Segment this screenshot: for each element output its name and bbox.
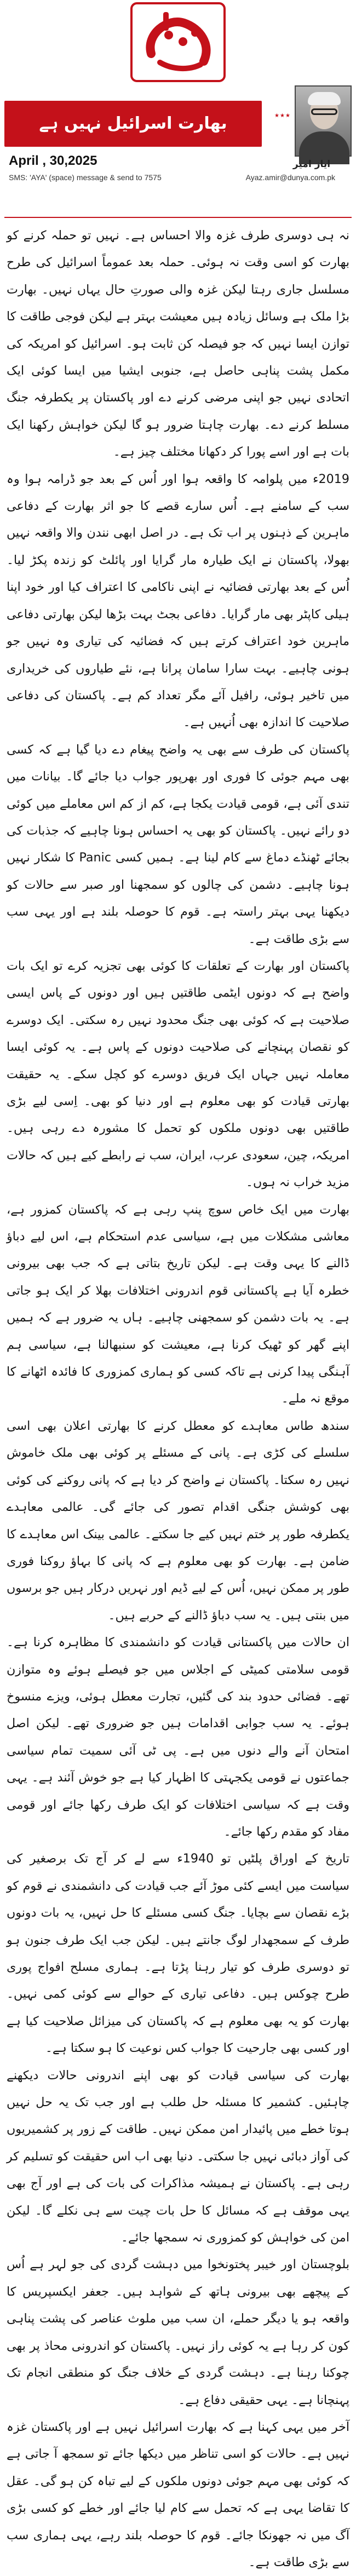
article-paragraph: 2019ء میں پلوامہ کا واقعہ ہوا اور اُس کے بعد جو ڈرامہ ہوا وہ سب کے سامنے ہے۔ اُس سارے قصے کا جو اثر بھارت کے دفاعی ماہرین کے ذہنوں پر اب تک ہے۔ در اصل ابھی نندن والا واقعہ نہیں بھولا، پاکستان نے ایک طیارہ مار گرایا اور پائلٹ کو زندہ پکڑ لیا۔ اُس کے بعد بھارتی فضائیہ نے اپنی ناکامی کا اعتراف کیا اور خود اپنا ہیلی کاپٹر بھی مار گرایا۔ دفاعی بجٹ بہت بڑھا لیکن بھارتی دفاعی ماہرین خود اعتراف کرتے ہیں کہ فضائیہ کی تیاری وہ نہیں جو ہونی چاہیے۔ بہت سارا سامان پرانا ہے، نئے طیاروں کی خریداری میں تاخیر ہوئی، رافیل آئے مگر تعداد کم ہے۔ پاکستان کی دفاعی صلاحیت کا اندازہ بھی اُنہیں ہے۔ xyxy=(7,472,349,730)
author-photo xyxy=(295,85,352,157)
article-paragraph: آخر میں یہی کہنا ہے کہ بھارت اسرائیل نہیں ہے اور پاکستان غزہ نہیں ہے۔ حالات کو اسی تناظر میں دیکھا جائے تو سمجھ آ جاتی ہے کہ کوئی بھی مہم جوئی دونوں ملکوں کے لیے تباہ کن ہو گی۔ عقل کا تقاضا یہی ہے کہ تحمل سے کام لیا جائے اور خطے کو کسی بڑی آگ میں نہ جھونکا جائے۔ قوم کا حوصلہ بلند رہے، یہی ہماری سب سے بڑی طاقت ہے۔ xyxy=(7,2419,349,2569)
column-header xyxy=(4,85,352,217)
rating-stars-icon: ★★★ xyxy=(274,113,291,119)
article-paragraph: پاکستان اور بھارت کے تعلقات کا کوئی بھی تجزیہ کرے تو ایک بات واضح ہے کہ دونوں ایٹمی طاقتیں ہیں اور دونوں کے پاس ایسی صلاحیت ہے کہ کوئی بھی جنگ محدود نہیں رہ سکتی۔ ایک دوسرے کو نقصان پہنچانے کی صلاحیت دونوں کے پاس ہے۔ یہ کوئی ایسا معاملہ نہیں جہاں ایک فریق دوسرے کو کچل سکے۔ یہ حقیقت بھارتی قیادت کو بھی معلوم ہے اور دنیا کو بھی۔ اِسی لیے بڑی طاقتیں بھی دونوں ملکوں کو تحمل کا مشورہ دے رہی ہیں۔ امریکہ، چین، سعودی عرب، ایران، سب نے رابطے کیے ہیں کہ حالات مزید خراب نہ ہوں۔ xyxy=(7,958,349,1190)
header-divider xyxy=(4,217,352,218)
article-paragraph: سندھ طاس معاہدے کو معطل کرنے کا بھارتی اعلان بھی اسی سلسلے کی کڑی ہے۔ پانی کے مسئلے پر کوئی بھی ملک خاموش نہیں رہ سکتا۔ پاکستان نے واضح کر دیا ہے کہ پانی روکنے کی کوئی بھی کوشش جنگی اقدام تصور کی جائے گی۔ عالمی معاہدے یکطرفہ طور پر ختم نہیں کیے جا سکتے۔ عالمی بینک اس معاہدے کا ضامن ہے۔ بھارت کو بھی معلوم ہے کہ پانی کا بہاؤ روکنا فوری طور پر ممکن نہیں، اُس کے لیے ڈیم اور نہریں درکار ہیں جو برسوں میں بنتی ہیں۔ یہ سب دباؤ ڈالنے کے حربے ہیں۔ xyxy=(7,1418,349,1623)
newspaper-logo xyxy=(129,1,227,83)
author-email: Ayaz.amir@dunya.com.pk xyxy=(245,173,335,182)
article-body xyxy=(7,222,350,2569)
article-paragraph: بھارت میں ایک خاص سوچ پنپ رہی ہے کہ پاکستان کمزور ہے، معاشی مشکلات میں ہے، سیاسی عدم استحکام ہے، اس لیے دباؤ ڈالنے کا یہی وقت ہے۔ لیکن تاریخ بتاتی ہے کہ جب بھی بیرونی خطرہ آیا ہے پاکستانی قوم اندرونی اختلافات بھلا کر ایک ہو جاتی ہے۔ یہ بات دشمن کو سمجھنی چاہیے۔ ہاں یہ ضرور ہے کہ ہمیں اپنے گھر کو ٹھیک کرنا ہے، معیشت کو سنبھالنا ہے، سیاسی ہم آہنگی پیدا کرنی ہے تاکہ کسی کو ہماری کمزوری کا فائدہ اٹھانے کا موقع نہ ملے۔ xyxy=(7,1202,349,1406)
photo-glasses-shape xyxy=(311,108,337,115)
photo-hair-shape xyxy=(308,92,341,105)
article-paragraph: بلوچستان اور خیبر پختونخوا میں دہشت گردی کی جو لہر ہے اُس کے پیچھے بھی بیرونی ہاتھ کے شواہد ہیں۔ جعفر ایکسپریس کا واقعہ ہو یا دیگر حملے، ان سب میں ملوث عناصر کی پشت پناہی کون کر رہا ہے یہ کوئی راز نہیں۔ پاکستان کو اندرونی محاذ پر بھی چوکنا رہنا ہے۔ دہشت گردی کے خلاف جنگ کو منطقی انجام تک پہنچانا ہے۔ یہی حقیقی دفاع ہے۔ xyxy=(7,2257,349,2407)
article-paragraph: پاکستان کی طرف سے بھی یہ واضح پیغام دے دیا گیا ہے کہ کسی بھی مہم جوئی کا فوری اور بھرپور جواب دیا جائے گا۔ بیانات میں تندی آئی ہے، قومی قیادت یکجا ہے، کم از کم اس معاملے میں کوئی دو رائے نہیں۔ پاکستان کو بھی یہ احساس ہونا چاہیے کہ جذبات کی بجائے ٹھنڈے دماغ سے کام لینا ہے۔ ہمیں کسی Panic کا شکار نہیں ہونا چاہیے۔ دشمن کی چالوں کو سمجھنا اور صبر سے حالات کو دیکھنا یہی بہتر راستہ ہے۔ قوم کا حوصلہ بلند ہے اور یہی سب سے بڑی طاقت ہے۔ xyxy=(7,742,350,946)
author-box xyxy=(272,85,352,182)
sms-instruction: SMS: 'AYA' (space) message & send to 7575 xyxy=(9,173,162,182)
article-paragraph: تاریخ کے اوراق پلٹیں تو 1940ء سے لے کر آج تک برصغیر کی سیاست میں ایسے کئی موڑ آئے جب قیادت کی دانشمندی نے قوم کو بڑے نقصان سے بچایا۔ جنگ کسی مسئلے کا حل نہیں، یہ بات دونوں طرف کے سمجھدار لوگ جانتے ہیں۔ لیکن جب ایک طرف جنون ہو تو دوسری طرف کو تیار رہنا پڑتا ہے۔ ہماری مسلح افواج پوری طرح چوکس ہیں۔ دفاعی تیاری کے حوالے سے کوئی کمی نہیں۔ بھارت کو یہ بھی معلوم ہے کہ پاکستان کی میزائل صلاحیت کیا ہے اور کسی بھی جارحیت کا جواب کس نوعیت کا ہو سکتا ہے۔ xyxy=(7,1852,349,2056)
column-title: بھارت اسرائیل نہیں ہے xyxy=(4,101,262,147)
author-name: ایاز امیر xyxy=(292,159,331,170)
article-paragraph: نہ ہی دوسری طرف غزہ والا احساس ہے۔ نہیں تو حملہ کرنے کو بھارت کو اسی وقت نہ ہوئی۔ حملہ بعد عموماً اسرائیل کی طرح مسلسل جاری رہتا لیکن غزہ والی صورتِ حال یہاں نہیں۔ بھارت بڑا ملک ہے وسائل زیادہ ہیں معیشت بہتر ہے لیکن فوجی طاقت کا توازن ایسا نہیں کہ جو فیصلہ کن ثابت ہو۔ اسرائیل کو امریکہ کی مکمل پشت پناہی حاصل ہے، جنوبی ایشیا میں ایسا کوئی ایک اتحادی نہیں جو اپنی مرضی کرنے دے اور پاکستان پر یکطرفہ جنگ مسلط کرنے دے۔ بھارت چاہتا ضرور ہو گا لیکن خواہش رکھنا ایک بات ہے اور اسے پورا کر دکھانا مختلف چیز ہے۔ xyxy=(7,228,349,459)
publish-date: April , 30,2025 xyxy=(9,153,97,168)
dunya-logo-icon xyxy=(129,1,227,83)
article-paragraph: بھارت کی سیاسی قیادت کو بھی اپنے اندرونی حالات دیکھنے چاہئیں۔ کشمیر کا مسئلہ حل طلب ہے اور جب تک یہ حل نہیں ہوتا خطے میں پائیدار امن ممکن نہیں۔ طاقت کے زور پر کشمیریوں کی آواز دبائی نہیں جا سکتی۔ دنیا بھی اب اس حقیقت کو تسلیم کر رہی ہے۔ پاکستان نے ہمیشہ مذاکرات کی بات کی ہے اور آج بھی یہی موقف ہے کہ مسائل کا حل بات چیت سے ہی نکلے گا۔ لیکن امن کی خواہش کو کمزوری نہ سمجھا جائے۔ xyxy=(7,2068,349,2245)
article-paragraph: ان حالات میں پاکستانی قیادت کو دانشمندی کا مظاہرہ کرنا ہے۔ قومی سلامتی کمیٹی کے اجلاس میں جو فیصلے ہوئے وہ متوازن تھے۔ فضائی حدود بند کی گئیں، تجارت معطل ہوئی، ویزے منسوخ ہوئے۔ یہ سب جوابی اقدامات ہیں جو ضروری تھے۔ لیکن اصل امتحان آنے والے دنوں میں ہے۔ پی ٹی آئی سمیت تمام سیاسی جماعتوں نے قومی یکجہتی کا اظہار کیا ہے جو خوش آئند ہے۔ یہی وقت ہے کہ سیاسی اختلافات کو ایک طرف رکھا جائے اور قومی مفاد کو مقدم رکھا جائے۔ xyxy=(7,1635,349,1839)
